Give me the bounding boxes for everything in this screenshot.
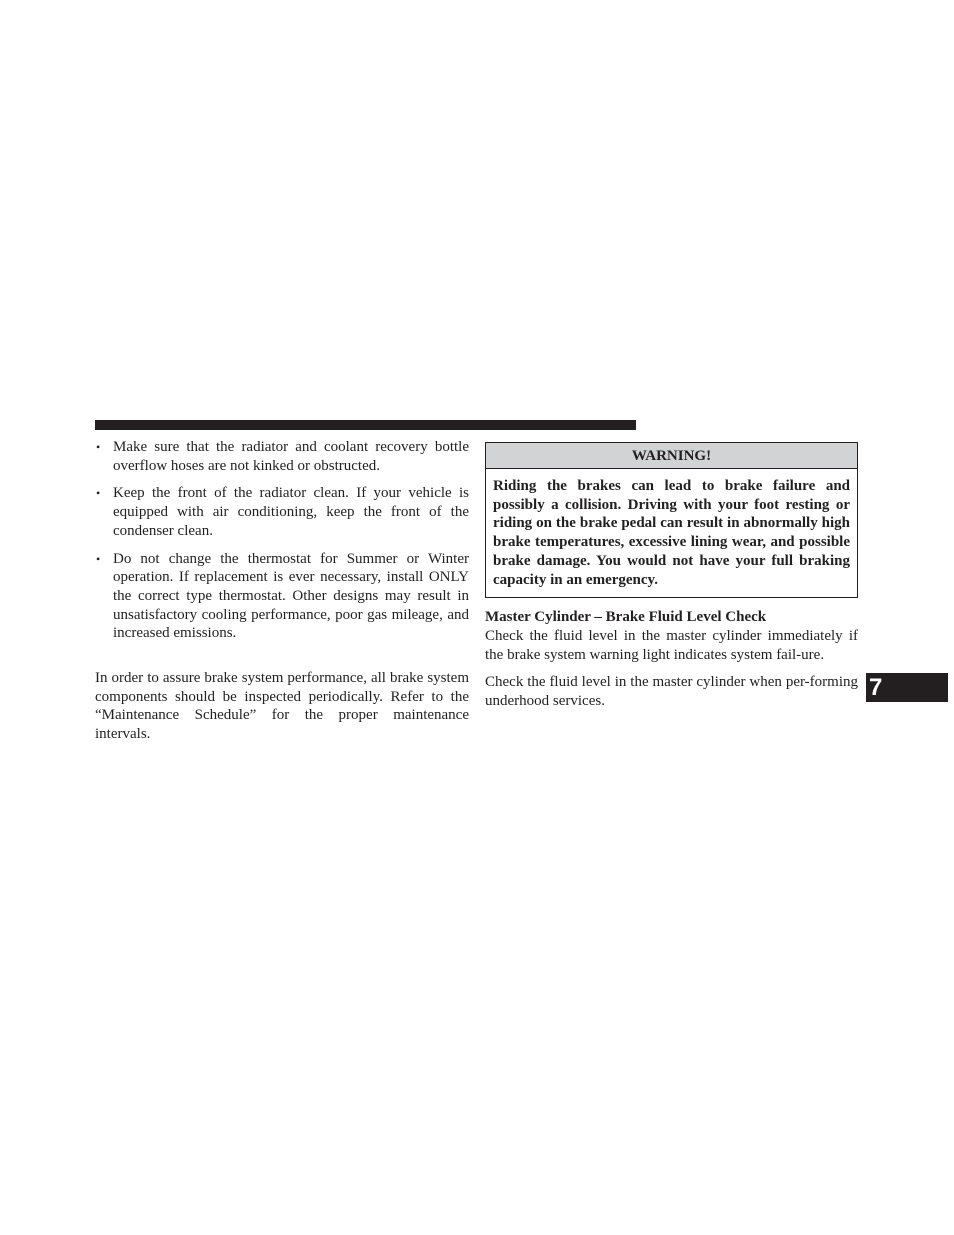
list-item-text: Make sure that the radiator and coolant recovery bottle overflow hoses are not kinked or obstructed. [113,439,469,474]
section-subheading: Master Cylinder – Brake Fluid Level Check [485,609,767,626]
right-column [485,442,858,711]
cooling-tips-list [95,438,469,643]
warning-text: Riding the brakes can lead to brake failure and possibly a collision. Driving with your foot resting or riding on the brake pedal can result in abnormally high brake temperatures, excessive lining wear, and possible brake damage. You would not have your full braking capacity in an emergency. [493,478,850,588]
section-top-rule [95,420,636,430]
list-item [95,438,469,475]
bullet-icon: • [96,551,101,566]
bullet-icon: • [96,440,101,454]
bullet-icon: • [96,486,101,501]
list-item-text: Keep the front of the radiator clean. If your vehicle is equipped with air conditioning, keep the front of the condenser clean. [113,485,469,539]
left-column [95,438,469,744]
warning-box [485,442,858,598]
chapter-tab: 7 [866,673,948,702]
fluid-check-paragraph: Check the fluid level in the master cylinder immediately if the brake system warning light indicates system fail-ure. [485,627,858,663]
underhood-paragraph: Check the fluid level in the master cylinder when per-forming underhood services. [485,674,858,710]
list-item [95,484,469,540]
list-item [95,550,469,644]
list-item-text: Do not change the thermostat for Summer or Winter operation. If replacement is ever necessary, install ONLY the correct type thermostat. Other designs may result in unsatisfactory cooling performance, poor gas mileage, and increased emissions. [113,550,469,642]
warning-title: WARNING! [486,443,857,469]
brake-inspection-paragraph: In order to assure brake system performance, all brake system components should be inspected periodically. Refer to the “Maintenance Schedule” for the proper maintenance intervals. [95,670,469,743]
